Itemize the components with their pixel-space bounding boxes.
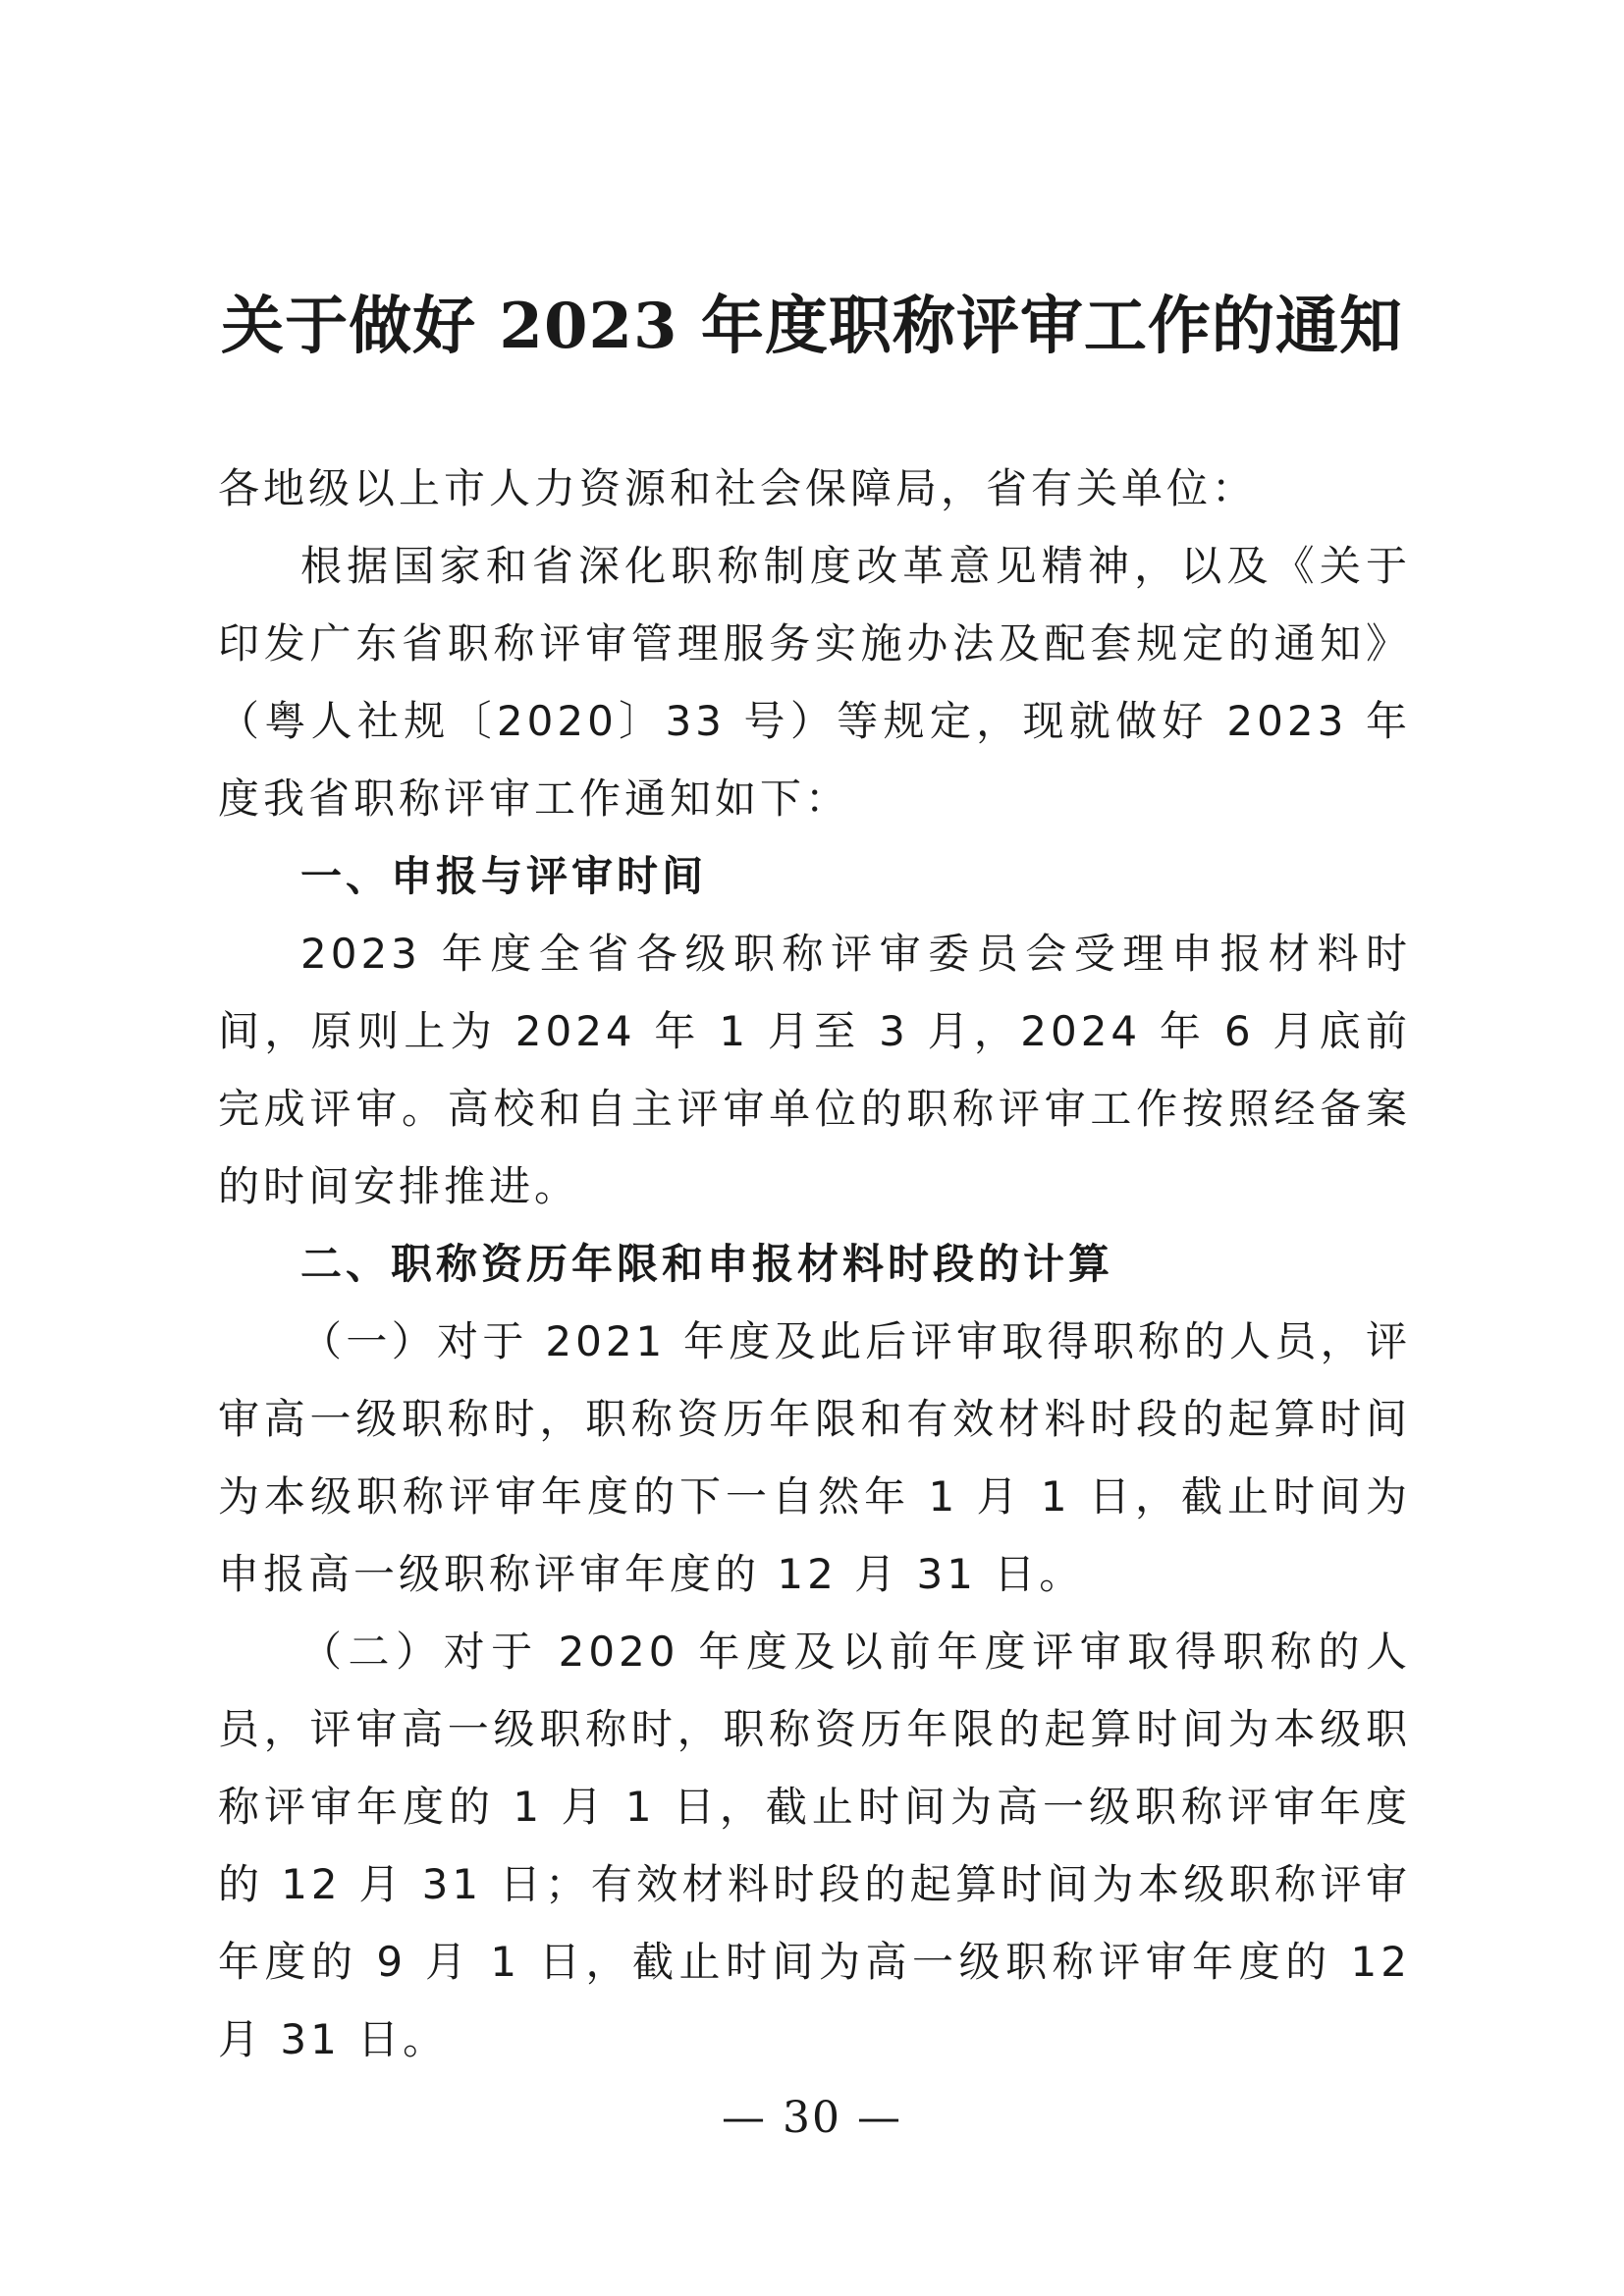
section-heading-1: 一、申报与评审时间 bbox=[300, 852, 708, 900]
intro-paragraph: 根据国家和省深化职称制度改革意见精神，以及《关于印发广东省职称评审管理服务实施办法及配套规定的通知》（粤人社规〔2020〕33 号）等规定，现就做好 2023 年度我省职称评审工作通知如下： bbox=[218, 542, 1411, 823]
salutation: 各地级以上市人力资源和社会保障局，省有关单位： bbox=[218, 464, 1258, 512]
section-heading-2: 二、职称资历年限和申报材料时段的计算 bbox=[300, 1240, 1114, 1288]
section-2-paragraph-2: （二）对于 2020 年度及以前年度评审取得职称的人员，评审高一级职称时，职称资历年限的起算时间为本级职称评审年度的 1 月 1 日，截止时间为高一级职称评审年度的 12 月 31 日；有效材料时段的起算时间为本级职称评审年度的 9 月 1 日，截止时间为高一级职称评审年度的 12 月 31 日。 bbox=[218, 1628, 1411, 2063]
page-number: — 30 — bbox=[722, 2093, 902, 2143]
document-title: 关于做好 2023 年度职称评审工作的通知 bbox=[221, 290, 1403, 363]
section-2-paragraph-1: （一）对于 2021 年度及此后评审取得职称的人员，评审高一级职称时，职称资历年限和有效材料时段的起算时间为本级职称评审年度的下一自然年 1 月 1 日，截止时间为申报高一级职称评审年度的 12 月 31 日。 bbox=[218, 1317, 1411, 1598]
document-body bbox=[218, 450, 1411, 2078]
section-1-paragraph-1: 2023 年度全省各级职称评审委员会受理申报材料时间，原则上为 2024 年 1 月至 3 月，2024 年 6 月底前完成评审。高校和自主评审单位的职称评审工作按照经备案的时间安排推进。 bbox=[218, 930, 1411, 1210]
